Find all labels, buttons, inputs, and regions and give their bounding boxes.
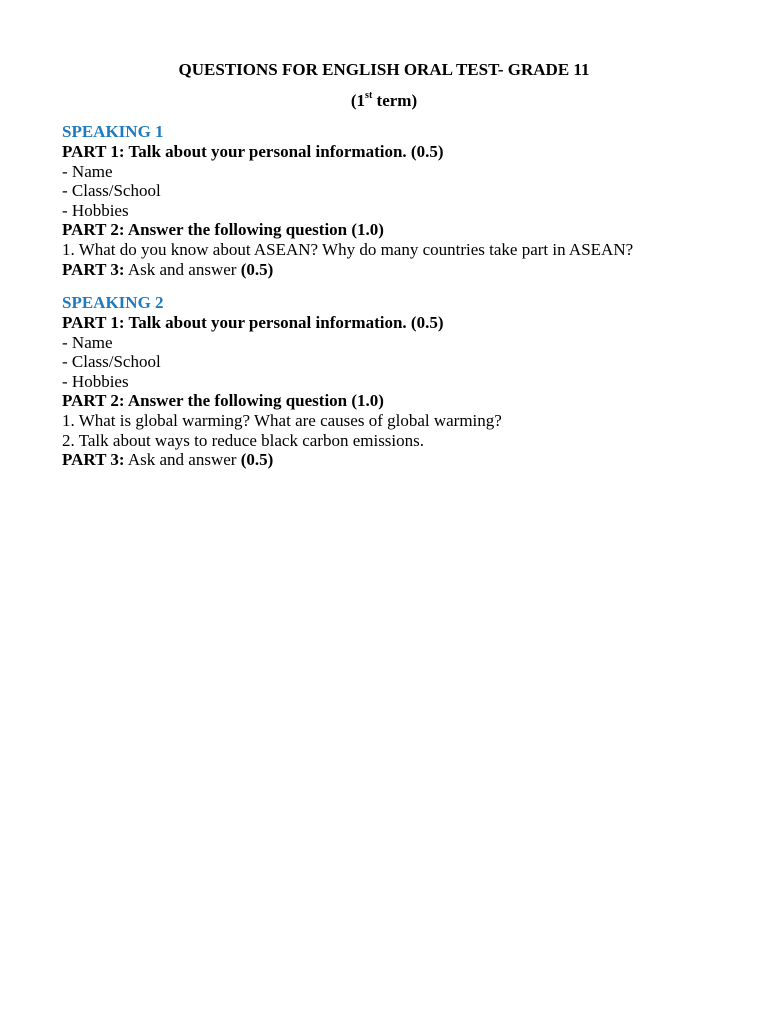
speaking-2-part-3-text: Ask and answer xyxy=(124,450,241,470)
speaking-2-part-2: PART 2: Answer the following question (1.0) xyxy=(62,391,384,411)
speaking-2-section xyxy=(62,292,742,470)
speaking-2-heading: SPEAKING 2 xyxy=(62,293,164,312)
speaking-1-part-3 xyxy=(62,260,742,280)
speaking-1-item-hobbies: - Hobbies xyxy=(62,200,129,220)
speaking-2-part-1: PART 1: Talk about your personal information. (0.5) xyxy=(62,313,444,332)
speaking-2-question-2: 2. Talk about ways to reduce black carbon emissions. xyxy=(62,430,425,450)
speaking-2-item-class: - Class/School xyxy=(62,352,161,372)
speaking-2-part-3-score: (0.5) xyxy=(240,450,274,470)
speaking-2-part-3-label: PART 3: xyxy=(62,450,125,470)
speaking-1-part-2: PART 2: Answer the following question (1.0) xyxy=(62,220,384,240)
speaking-1-part-3-label: PART 3: xyxy=(62,259,125,279)
speaking-1-item-name: - Name xyxy=(62,161,113,181)
speaking-1-section xyxy=(62,121,742,279)
speaking-1-part-3-text: Ask and answer xyxy=(124,259,241,279)
term-subtitle xyxy=(0,91,768,111)
term-open: (1 xyxy=(350,91,366,110)
speaking-2-item-name: - Name xyxy=(62,332,113,352)
document-title: QUESTIONS FOR ENGLISH ORAL TEST- GRADE 11 xyxy=(178,60,590,79)
speaking-1-part-3-score: (0.5) xyxy=(240,259,274,279)
speaking-2-question-1: 1. What is global warming? What are causes of global warming? xyxy=(62,410,502,430)
speaking-2-part-3 xyxy=(62,450,742,470)
speaking-1-item-class: - Class/School xyxy=(62,181,161,201)
speaking-1-part-1: PART 1: Talk about your personal information. (0.5) xyxy=(62,142,444,161)
term-superscript: st xyxy=(365,90,373,102)
speaking-1-heading: SPEAKING 1 xyxy=(62,122,164,141)
speaking-2-item-hobbies: - Hobbies xyxy=(62,371,129,391)
speaking-1-question-1: 1. What do you know about ASEAN? Why do many countries take part in ASEAN? xyxy=(62,239,634,259)
term-close: term) xyxy=(372,91,418,110)
